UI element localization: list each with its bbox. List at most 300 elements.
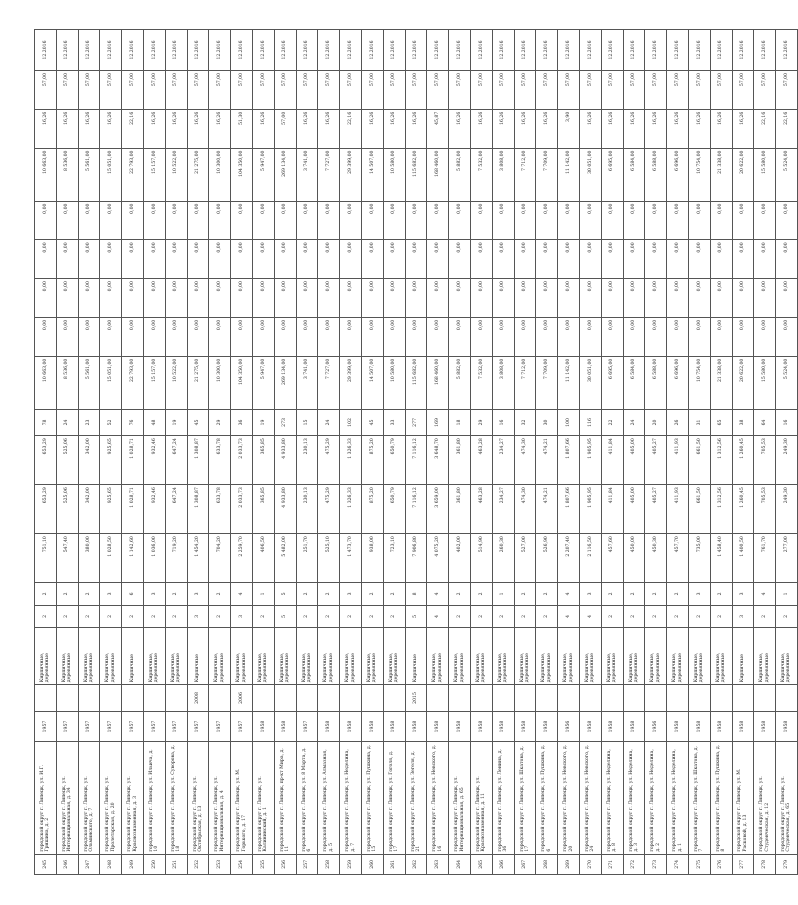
table-cell: 1958	[449, 711, 471, 742]
table-cell: 168 460,00	[427, 356, 449, 409]
table-cell: городской округ г. Липецк, ул. Пролетарская, д. 20	[100, 742, 122, 854]
table-cell: 57,00	[100, 70, 122, 109]
table-cell: 16,26	[470, 109, 492, 148]
table-cell: 0,00	[492, 201, 514, 240]
table-cell: 2	[514, 583, 536, 605]
table-cell: 10 580,00	[383, 356, 405, 409]
table-cell: 0,00	[688, 279, 710, 318]
table-cell: 4	[579, 605, 601, 627]
table-cell: 12.2016	[165, 30, 187, 71]
table-cell: 475,29	[318, 436, 340, 485]
table-row	[579, 30, 601, 875]
table-cell: 14 507,00	[361, 148, 383, 201]
table-cell: 380,00	[78, 534, 100, 583]
table-cell: 875,20	[361, 485, 383, 534]
table-cell: 405,27	[645, 436, 667, 485]
table-cell: 1957	[122, 711, 144, 742]
table-cell: городской округ г. Липецк, ул. М. Горького, д. 17	[231, 742, 253, 854]
table-cell: 24	[56, 409, 78, 436]
table-cell: 16,26	[361, 109, 383, 148]
table-cell: 4	[558, 605, 580, 627]
table-cell: 0,00	[122, 201, 144, 240]
table-row	[100, 30, 122, 875]
table-cell: 260	[361, 854, 383, 874]
table-cell: 0,00	[470, 201, 492, 240]
table-cell: 0,00	[100, 279, 122, 318]
table-cell	[165, 685, 187, 712]
table-row	[340, 30, 362, 875]
table-cell: 1 905,95	[579, 485, 601, 534]
table-cell: 57,00	[427, 70, 449, 109]
table-cell: 0,00	[558, 201, 580, 240]
table-cell	[340, 685, 362, 712]
table-cell: 1 454,20	[187, 534, 209, 583]
table-cell: 1	[492, 583, 514, 605]
table-cell: 16,26	[383, 109, 405, 148]
table-cell: 6 696,00	[667, 148, 689, 201]
table-cell: 277	[405, 409, 427, 436]
table-cell	[78, 685, 100, 712]
table-cell: 6 584,00	[623, 148, 645, 201]
table-cell: 0,00	[645, 317, 667, 356]
table-cell: 268	[536, 854, 558, 874]
table-cell: 0,00	[601, 279, 623, 318]
table-cell: 2	[296, 605, 318, 627]
table-cell: 12.2016	[470, 30, 492, 71]
table-cell: городской округ г. Липецк, ул. Неделина, д. 1	[667, 742, 689, 854]
table-cell: 402,00	[449, 534, 471, 583]
table-cell: 0,00	[710, 279, 732, 318]
table-cell: 2	[601, 605, 623, 627]
table-cell: 2	[122, 605, 144, 627]
table-cell: 0,00	[667, 201, 689, 240]
table-cell: 234,27	[492, 436, 514, 485]
table-cell: Кирпичные, деревянные	[56, 628, 78, 685]
table-cell: 0,00	[143, 317, 165, 356]
table-cell: 2	[100, 605, 122, 627]
table-cell: 0,00	[340, 317, 362, 356]
table-cell: 0,00	[710, 240, 732, 279]
table-cell: 1 326,33	[340, 485, 362, 534]
table-cell: 7 116,12	[405, 485, 427, 534]
table-cell: Кирпичные, деревянные	[35, 628, 57, 685]
table-cell: 1958	[470, 711, 492, 742]
table-cell: 12.2016	[340, 30, 362, 71]
table-cell: 0,00	[78, 240, 100, 279]
table-cell: 100	[558, 409, 580, 436]
table-cell: 0,00	[383, 240, 405, 279]
table-cell: 0,00	[732, 279, 754, 318]
table-cell: городской округ г. Липецк, ул. Краснознаменная, д. 3	[122, 742, 144, 854]
table-cell: 0,00	[274, 201, 296, 240]
table-row	[318, 30, 340, 875]
table-cell: 20 622,00	[732, 356, 754, 409]
table-cell: 1 473,70	[340, 534, 362, 583]
table-cell: 1958	[361, 711, 383, 742]
table-cell: 2008	[187, 685, 209, 712]
table-cell: 0,00	[361, 279, 383, 318]
table-cell: 0,00	[776, 240, 798, 279]
table-cell: 4	[427, 583, 449, 605]
table-row	[754, 30, 776, 875]
table-cell: 1 400,50	[732, 534, 754, 583]
table-cell: 342,00	[78, 485, 100, 534]
table-cell: Кирпичные, деревянные	[427, 628, 449, 685]
table-cell: 16,26	[732, 109, 754, 148]
table-cell: 6 588,00	[645, 148, 667, 201]
table-cell: 2	[536, 583, 558, 605]
table-cell: 10 663,00	[35, 356, 57, 409]
table-cell: 264	[449, 854, 471, 874]
table-cell: 12.2016	[514, 30, 536, 71]
table-cell: 16,26	[623, 109, 645, 148]
table-cell: 0,00	[165, 279, 187, 318]
table-cell: 875,20	[361, 436, 383, 485]
table-cell: 57,00	[667, 70, 689, 109]
table-cell: 57,00	[56, 70, 78, 109]
table-cell: 925,65	[100, 485, 122, 534]
table-cell: 2	[492, 605, 514, 627]
table-cell: 3	[732, 605, 754, 627]
table-cell: 0,00	[776, 279, 798, 318]
table-cell: 22,16	[776, 109, 798, 148]
table-cell: 1 308,87	[187, 485, 209, 534]
table-cell: 1958	[601, 711, 623, 742]
table-cell: 1958	[405, 711, 427, 742]
table-cell	[667, 685, 689, 712]
table-cell: 4	[558, 583, 580, 605]
table-cell: 115 682,00	[405, 148, 427, 201]
table-row	[514, 30, 536, 875]
table-cell	[122, 685, 144, 712]
table-cell: 16,26	[35, 109, 57, 148]
table-cell: 234,27	[492, 485, 514, 534]
table-cell: 1958	[383, 711, 405, 742]
table-cell: 1958	[754, 711, 776, 742]
table-cell: 2	[470, 605, 492, 627]
table-cell: городской округ г. Липецк, ул. Шкатова, д. 7	[688, 742, 710, 854]
table-cell: Кирпичные, деревянные	[558, 628, 580, 685]
table-cell: городской округ г. Липецк, ул. М. Расковой, д. 13	[732, 742, 754, 854]
table-cell: 4	[231, 583, 253, 605]
table-cell: 6 695,00	[601, 356, 623, 409]
table-cell: 1 905,95	[579, 436, 601, 485]
table-cell: 249	[122, 854, 144, 874]
table-cell: 16,26	[405, 109, 427, 148]
table-cell: 12.2016	[645, 30, 667, 71]
table-cell: 1957	[35, 711, 57, 742]
table-cell: 274	[667, 854, 689, 874]
table-cell: 248	[100, 854, 122, 874]
table-cell: 525,10	[318, 534, 340, 583]
table-cell: 0,00	[252, 240, 274, 279]
table-cell: 5 882,00	[449, 148, 471, 201]
table-cell: 4 933,80	[274, 436, 296, 485]
table-cell: 12.2016	[100, 30, 122, 71]
table-cell: 245	[35, 854, 57, 874]
table-cell: 249,30	[776, 436, 798, 485]
table-cell: 1958	[340, 711, 362, 742]
table-cell: 5 482,00	[274, 534, 296, 583]
table-cell: 26	[667, 409, 689, 436]
table-cell: 6 588,00	[645, 356, 667, 409]
table-cell: 12.2016	[710, 30, 732, 71]
table-cell: Кирпичные, деревянные	[209, 628, 231, 685]
table-cell: 661,50	[688, 485, 710, 534]
table-cell: 57,00	[601, 70, 623, 109]
table-cell: 2	[667, 583, 689, 605]
table-row	[492, 30, 514, 875]
table-cell: 0,00	[514, 240, 536, 279]
table-cell: 16,26	[165, 109, 187, 148]
table-cell: 51,30	[231, 109, 253, 148]
table-cell: 18	[449, 409, 471, 436]
table-cell: Кирпичные	[122, 628, 144, 685]
table-cell: 0,00	[252, 317, 274, 356]
table-cell: 0,00	[405, 317, 427, 356]
table-cell: 116	[579, 409, 601, 436]
table-cell: 16	[776, 409, 798, 436]
table-cell: 16,26	[78, 109, 100, 148]
table-cell: 57,00	[732, 70, 754, 109]
table-cell: 16,26	[449, 109, 471, 148]
table-cell: 16,26	[143, 109, 165, 148]
table-cell: 7 532,00	[470, 148, 492, 201]
table-cell: 1958	[274, 711, 296, 742]
table-cell: 10 300,00	[209, 356, 231, 409]
table-cell: Кирпичные, деревянные	[318, 628, 340, 685]
table-cell: 0,00	[427, 317, 449, 356]
table-cell: 3	[688, 583, 710, 605]
table-row	[405, 30, 427, 875]
table-cell: городской округ г. Липецк, ул. Интернациональная, д. 4	[209, 742, 231, 854]
table-cell: 0,00	[340, 279, 362, 318]
table-cell: 0,00	[143, 240, 165, 279]
table-row	[536, 30, 558, 875]
table-cell: 405,00	[623, 436, 645, 485]
table-cell: 0,00	[645, 279, 667, 318]
table-cell: 7 709,00	[536, 356, 558, 409]
table-cell: 76	[122, 409, 144, 436]
table-cell: 10 522,00	[165, 356, 187, 409]
table-cell: 1957	[143, 711, 165, 742]
table-cell: 15 157,00	[143, 148, 165, 201]
table-cell: 3	[579, 583, 601, 605]
table-cell: 57,00	[296, 70, 318, 109]
table-row	[231, 30, 253, 875]
table-cell: 633,78	[209, 485, 231, 534]
table-cell: 15 157,00	[143, 356, 165, 409]
table-cell: 411,84	[601, 436, 623, 485]
table-cell: 12.2016	[754, 30, 776, 71]
table-cell: 0,00	[776, 201, 798, 240]
table-row	[623, 30, 645, 875]
table-cell: 0,00	[165, 201, 187, 240]
table-cell: 65	[710, 409, 732, 436]
table-row	[187, 30, 209, 875]
table-cell: 0,00	[710, 201, 732, 240]
table-cell: 253	[209, 854, 231, 874]
table-cell: 57,00	[122, 70, 144, 109]
table-cell: 12.2016	[187, 30, 209, 71]
table-cell: 0,00	[623, 317, 645, 356]
table-cell: 0,00	[318, 317, 340, 356]
table-cell: 16,26	[187, 109, 209, 148]
table-cell: 16,26	[579, 109, 601, 148]
table-cell: 0,00	[514, 201, 536, 240]
table-cell: 15 580,00	[754, 148, 776, 201]
table-cell: 15 051,00	[100, 356, 122, 409]
table-cell: 2	[361, 605, 383, 627]
table-cell: 761,70	[754, 534, 776, 583]
table-cell: 0,00	[688, 240, 710, 279]
table-cell: городской округ г. Липецк, ул. Пушкина, д. 8	[710, 742, 732, 854]
table-cell: 12.2016	[143, 30, 165, 71]
table-cell: 2	[754, 605, 776, 627]
table-cell: 21 275,00	[187, 356, 209, 409]
table-cell: 525,06	[56, 485, 78, 534]
table-cell: 405,00	[623, 485, 645, 534]
table-cell: 0,00	[470, 317, 492, 356]
table-cell: 4 933,80	[274, 485, 296, 534]
table-cell: Кирпичные, деревянные	[754, 628, 776, 685]
table-cell: 0,00	[536, 240, 558, 279]
table-cell: 270	[579, 854, 601, 874]
table-cell: 2	[143, 605, 165, 627]
table-cell: 705,53	[754, 485, 776, 534]
table-cell: 0,00	[470, 240, 492, 279]
table-cell: 0,00	[514, 317, 536, 356]
table-row	[209, 30, 231, 875]
table-cell: 2	[623, 583, 645, 605]
table-cell: 0,00	[405, 201, 427, 240]
table-cell: Кирпичные, деревянные	[383, 628, 405, 685]
table-cell: 0,00	[122, 240, 144, 279]
table-cell: 2	[165, 583, 187, 605]
table-cell: городской округ г. Липецк, ул. Ленина, д. 36	[492, 742, 514, 854]
table-cell: 275	[688, 854, 710, 874]
table-cell: 1957	[100, 711, 122, 742]
table-cell: 2 033,73	[231, 485, 253, 534]
table-cell: 411,93	[667, 485, 689, 534]
table-cell: 411,93	[667, 436, 689, 485]
table-cell: 12.2016	[35, 30, 57, 71]
table-cell: 20	[645, 409, 667, 436]
table-cell: 8 536,00	[56, 356, 78, 409]
table-cell: 256	[274, 854, 296, 874]
table-cell: 261	[383, 854, 405, 874]
table-cell: 11 142,00	[558, 356, 580, 409]
table-cell: 57,00	[383, 70, 405, 109]
table-cell: 525,06	[56, 436, 78, 485]
table-cell: городской округ г. Липецк, ул. Зегеля, д. 21	[405, 742, 427, 854]
table-cell: 22,16	[754, 109, 776, 148]
table-cell: 3	[732, 583, 754, 605]
table-cell: 2	[710, 605, 732, 627]
table-cell	[427, 685, 449, 712]
table-cell: 1958	[688, 711, 710, 742]
table-cell: 16,26	[688, 109, 710, 148]
table-cell: 22 793,00	[122, 356, 144, 409]
table-cell: 12.2016	[732, 30, 754, 71]
table-cell: 38	[732, 409, 754, 436]
table-cell: 5 524,00	[776, 148, 798, 201]
table-cell: 0,00	[776, 317, 798, 356]
table-cell: 1958	[579, 711, 601, 742]
table-cell: 405,27	[645, 485, 667, 534]
table-cell: 411,84	[601, 485, 623, 534]
table-cell: 1 028,50	[100, 534, 122, 583]
table-cell: 64	[754, 409, 776, 436]
table-cell: Кирпичные, деревянные	[296, 628, 318, 685]
table-cell: 653,29	[35, 485, 57, 534]
table-cell: 2	[688, 605, 710, 627]
table-cell: 104 350,00	[231, 356, 253, 409]
table-cell: 0,00	[623, 201, 645, 240]
table-cell: городской округ г. Липецк, ул. Пушкина, д. 6	[536, 742, 558, 854]
table-cell: 15	[296, 409, 318, 436]
table-cell: 2 116,50	[579, 534, 601, 583]
table-cell: 1958	[536, 711, 558, 742]
table-cell: 16	[492, 409, 514, 436]
table-cell	[776, 685, 798, 712]
table-cell: 7 727,00	[318, 356, 340, 409]
table-cell: 3	[143, 583, 165, 605]
table-cell: Кирпичные, деревянные	[274, 628, 296, 685]
table-row	[35, 30, 57, 875]
table-cell: 30	[536, 409, 558, 436]
table-cell: 1958	[732, 711, 754, 742]
table-cell: 249,30	[776, 485, 798, 534]
table-cell: 0,00	[274, 279, 296, 318]
table-cell: 12.2016	[122, 30, 144, 71]
table-cell: 169	[427, 409, 449, 436]
table-cell: 20 622,00	[732, 148, 754, 201]
table-cell: 1 036,00	[143, 534, 165, 583]
table-cell: Кирпичные, деревянные	[579, 628, 601, 685]
table-cell: 0,00	[100, 201, 122, 240]
table-cell: 2	[710, 583, 732, 605]
table-cell: Кирпичные, деревянные	[231, 628, 253, 685]
table-cell: 406,50	[252, 534, 274, 583]
table-cell: городской округ г. Липецк, ул. Неделина, д. 3	[623, 742, 645, 854]
table-cell: 0,00	[165, 240, 187, 279]
table-cell: 29 399,00	[340, 356, 362, 409]
table-cell: 7 712,00	[514, 148, 536, 201]
table-cell: 0,00	[449, 240, 471, 279]
table-cell: 1 260,45	[732, 485, 754, 534]
table-cell: 57,00	[470, 70, 492, 109]
table-cell: 6	[122, 583, 144, 605]
table-cell: 2 033,73	[231, 436, 253, 485]
table-cell: 277	[732, 854, 754, 874]
table-cell: 0,00	[427, 240, 449, 279]
table-cell: Кирпичные, деревянные	[165, 628, 187, 685]
table-cell: 45	[361, 409, 383, 436]
table-cell: 5	[274, 605, 296, 627]
table-cell: 932,46	[143, 485, 165, 534]
table-cell: 3 741,00	[296, 356, 318, 409]
table-cell: 2	[514, 605, 536, 627]
table-row	[645, 30, 667, 875]
table-cell: 0,00	[492, 279, 514, 318]
table-cell: 0,00	[35, 240, 57, 279]
table-cell: 230,13	[296, 485, 318, 534]
table-cell: 48	[143, 409, 165, 436]
table-cell: городской округ г. Липецк, ул. Студенческая, д. 12	[754, 742, 776, 854]
table-cell: 57,00	[340, 70, 362, 109]
table-cell: 1957	[78, 711, 100, 742]
